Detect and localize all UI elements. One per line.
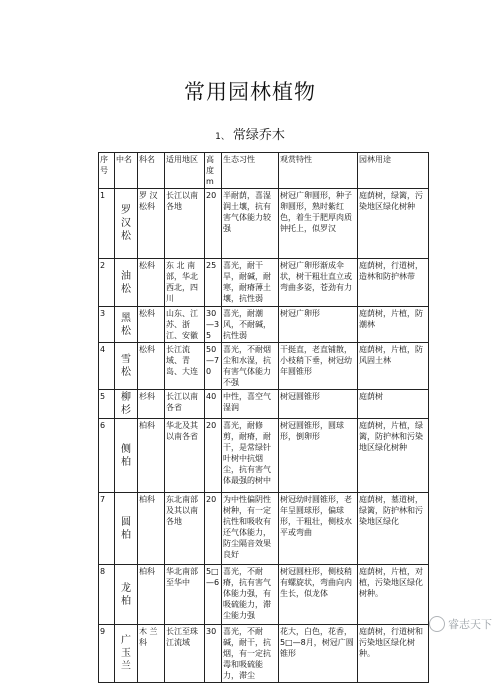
plant-name-cell <box>115 259 138 307</box>
plant-name-text: 柳杉 <box>121 392 131 416</box>
family-name-cell: 柏科 <box>138 565 165 625</box>
plant-name-text: 龙柏 <box>121 582 131 607</box>
plant-name-text: 罗汉松 <box>121 205 131 242</box>
watermark-logo-icon <box>429 616 445 632</box>
garden-use-cell: 庭荫树，片植，绿篱，防护林和污染地区绿化树种 <box>358 419 429 493</box>
garden-use-cell: 庭荫树，片植，对植，污染地区绿化树种。 <box>358 565 429 625</box>
plant-name-cell <box>115 189 138 259</box>
row-number-cell: 9 <box>99 625 115 683</box>
ecology-cell: 为中性偏阴性树种，有一定抗性和吸收有还气体能力，防尘隔音效果良好 <box>222 493 279 565</box>
height-cell: 50—70 <box>205 343 222 390</box>
ecology-cell: 喜光，不耐碱，耐干，抗烟，有一定抗毒和吸硫能力，滞尘 <box>222 625 279 683</box>
height-cell: 20 <box>205 493 222 565</box>
height-cell: 5□—6 <box>205 565 222 625</box>
plant-name-text: 黑松 <box>121 312 131 337</box>
header-cell: 高度m <box>205 153 222 189</box>
family-name-cell: 松科 <box>138 259 165 307</box>
family-name-cell: 罗 汉松科 <box>138 189 165 259</box>
table-row <box>99 419 429 493</box>
row-number-cell: 4 <box>99 343 115 390</box>
header-cell: 观赏特性 <box>279 153 358 189</box>
ornamental-cell: 树冠广卵形 <box>279 307 358 343</box>
plant-name-text: 广玉兰 <box>121 635 131 672</box>
ornamental-cell: 干挺直，老直铺散，小枝稍下垂，树冠幼年圆锥形 <box>279 343 358 390</box>
header-cell: 生态习性 <box>222 153 279 189</box>
header-cell: 适用地区 <box>165 153 205 189</box>
height-cell: 30 <box>205 625 222 683</box>
region-cell: 长江流域、青岛、大连 <box>165 343 205 390</box>
table-row <box>99 189 429 259</box>
ornamental-cell: 树冠圆锥形 <box>279 390 358 419</box>
plant-name-text: 圆柏 <box>121 516 131 541</box>
table-row <box>99 493 429 565</box>
table-row <box>99 259 429 307</box>
header-cell: 序号 <box>99 153 115 189</box>
table-header-row <box>99 153 429 189</box>
height-cell: 20 <box>205 419 222 493</box>
ecology-cell: 喜光，不耐瘠，抗有害气体能力强，有吸硫能力，滞尘能力强 <box>222 565 279 625</box>
garden-use-cell: 庭荫树，行道树和污染地区绿化树种。 <box>358 625 429 683</box>
header-cell: 园林用途 <box>358 153 429 189</box>
ornamental-cell: 树冠幼时圆锥形，老年呈圆球形，偏球形，干粗壮，侧枝水平或弯曲 <box>279 493 358 565</box>
row-number-cell: 3 <box>99 307 115 343</box>
row-number-cell: 5 <box>99 390 115 419</box>
section-title: 常绿乔木 <box>232 128 285 143</box>
garden-use-cell: 庭荫树，片植，防风固土林 <box>358 343 429 390</box>
family-name-cell: 柏科 <box>138 419 165 493</box>
section-number: 1、 <box>215 132 230 142</box>
row-number-cell: 6 <box>99 419 115 493</box>
plant-table <box>98 152 429 683</box>
watermark <box>429 616 492 632</box>
garden-use-cell: 庭荫树，片植，防潮林 <box>358 307 429 343</box>
row-number-cell: 8 <box>99 565 115 625</box>
plant-name-text: 雪松 <box>121 354 131 378</box>
plant-name-cell <box>115 565 138 625</box>
table-row <box>99 390 429 419</box>
region-cell: 长江至珠江流域 <box>165 625 205 683</box>
ornamental-cell: 树冠圆柱形，侧枝稍有螺旋状，弯曲向内生长，似龙体 <box>279 565 358 625</box>
plant-name-cell <box>115 493 138 565</box>
plant-name-cell <box>115 390 138 419</box>
table-row <box>99 625 429 683</box>
ornamental-cell: 树冠广卵圆形，种子卵圆形，熟时紫红色，着生于肥厚肉质钟托上，似罗汉 <box>279 189 358 259</box>
family-name-cell: 杉科 <box>138 390 165 419</box>
row-number-cell: 7 <box>99 493 115 565</box>
ecology-cell: 喜光，耐修剪，耐瘠，耐干，是常绿针叶树中抗烟尘，抗有害气体最强的树中 <box>222 419 279 493</box>
region-cell: 华北及其以南各省 <box>165 419 205 493</box>
height-cell: 40 <box>205 390 222 419</box>
ornamental-cell: 花大，白色，花香，5□—8月，树冠广圆锥形 <box>279 625 358 683</box>
height-cell: 30—35 <box>205 307 222 343</box>
ornamental-cell: 树冠广卵形渐成伞状，树干粗壮直立或弯曲多姿，苍劲有力 <box>279 259 358 307</box>
region-cell: 华北南部至华中 <box>165 565 205 625</box>
family-name-cell: 松科 <box>138 307 165 343</box>
page-title: 常用园林植物 <box>184 80 316 104</box>
watermark-text: 睿志天下 <box>448 618 492 631</box>
family-name-cell: 柏科 <box>138 493 165 565</box>
family-name-cell: 松科 <box>138 343 165 390</box>
plant-name-cell <box>115 625 138 683</box>
row-number-cell: 1 <box>99 189 115 259</box>
family-name-cell: 木 兰科 <box>138 625 165 683</box>
header-cell: 科名 <box>138 153 165 189</box>
region-cell: 东 北 南部，华北西北，四川 <box>165 259 205 307</box>
region-cell: 长江以南各省 <box>165 390 205 419</box>
garden-use-cell: 庭荫树，绿篱，污染地区绿化树种 <box>358 189 429 259</box>
plant-name-text: 侧柏 <box>121 443 131 468</box>
region-cell: 山东、江苏、浙江、安徽 <box>165 307 205 343</box>
ecology-cell: 喜光，耐干旱，耐碱，耐寒，耐瘠薄土壤，抗性弱 <box>222 259 279 307</box>
plant-name-cell <box>115 343 138 390</box>
ecology-cell: 喜光，不耐烟尘和水湿，抗有害气体能力不强 <box>222 343 279 390</box>
plant-name-cell <box>115 307 138 343</box>
section-heading <box>0 124 500 143</box>
ecology-cell: 喜光，耐潮风，不耐碱，抗性弱 <box>222 307 279 343</box>
ornamental-cell: 树冠圆锥形，圆球形，倒卵形 <box>279 419 358 493</box>
garden-use-cell: 庭荫树，行道树，造林和防护林带 <box>358 259 429 307</box>
region-cell: 长江以南各地 <box>165 189 205 259</box>
table-row <box>99 343 429 390</box>
garden-use-cell: 庭荫树，墓道树，绿篱，防护林和污染地区绿化 <box>358 493 429 565</box>
header-cell: 中名 <box>115 153 138 189</box>
height-cell: 25 <box>205 259 222 307</box>
region-cell: 东北南部及其以南各地 <box>165 493 205 565</box>
ecology-cell: 半耐荫，喜湿润土壤，抗有害气体能力较强 <box>222 189 279 259</box>
height-cell: 20 <box>205 189 222 259</box>
table-row <box>99 307 429 343</box>
garden-use-cell: 庭荫树 <box>358 390 429 419</box>
plant-name-cell <box>115 419 138 493</box>
table-row <box>99 565 429 625</box>
plant-name-text: 油松 <box>121 270 131 295</box>
row-number-cell: 2 <box>99 259 115 307</box>
ecology-cell: 中性，喜空气湿润 <box>222 390 279 419</box>
